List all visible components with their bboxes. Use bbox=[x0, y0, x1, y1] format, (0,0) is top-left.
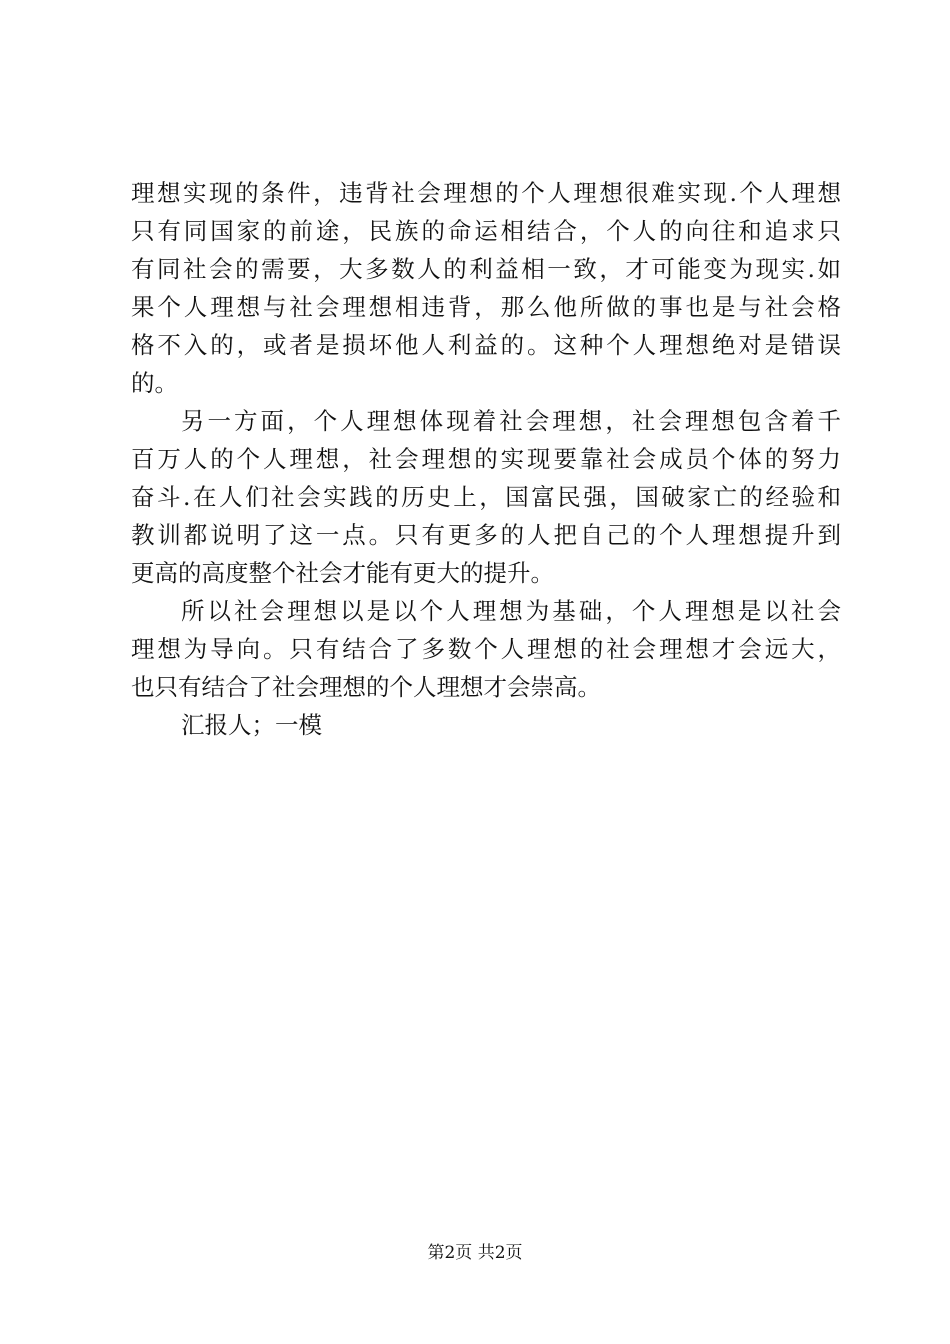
page-footer bbox=[0, 1241, 950, 1265]
text-line: 理想为导向。只有结合了多数个人理想的社会理想才会远大， bbox=[131, 635, 841, 663]
paragraph-2 bbox=[131, 402, 841, 592]
page-number: 第2页 共2页 bbox=[427, 1243, 523, 1263]
text-line: 格不入的，或者是损坏他人利益的。这种个人理想绝对是错误 bbox=[131, 331, 841, 359]
text-line: 百万人的个人理想，社会理想的实现要靠社会成员个体的努力 bbox=[131, 445, 841, 473]
paragraph-1 bbox=[131, 174, 841, 402]
text-line: 理想实现的条件，违背社会理想的个人理想很难实现.个人理想 bbox=[131, 179, 841, 207]
text-line: 所以社会理想以是以个人理想为基础，个人理想是以社会 bbox=[181, 597, 841, 625]
text-line: 有同社会的需要，大多数人的利益相一致，才可能变为现实.如 bbox=[131, 255, 841, 283]
text-line: 的。 bbox=[131, 369, 178, 397]
body-text bbox=[131, 174, 841, 744]
text-line: 只有同国家的前途，民族的命运相结合，个人的向往和追求只 bbox=[131, 217, 841, 245]
text-line: 也只有结合了社会理想的个人理想才会崇高。 bbox=[131, 673, 601, 701]
text-line: 更高的高度整个社会才能有更大的提升。 bbox=[131, 559, 554, 587]
text-line: 奋斗.在人们社会实践的历史上，国富民强，国破家亡的经验和 bbox=[131, 483, 841, 511]
text-line: 另一方面，个人理想体现着社会理想，社会理想包含着千 bbox=[181, 407, 841, 435]
reporter-signature bbox=[131, 706, 841, 744]
reporter-line: 汇报人；一模 bbox=[181, 711, 322, 739]
text-line: 果个人理想与社会理想相违背，那么他所做的事也是与社会格 bbox=[131, 293, 841, 321]
text-line: 教训都说明了这一点。只有更多的人把自己的个人理想提升到 bbox=[131, 521, 841, 549]
paragraph-3 bbox=[131, 592, 841, 706]
